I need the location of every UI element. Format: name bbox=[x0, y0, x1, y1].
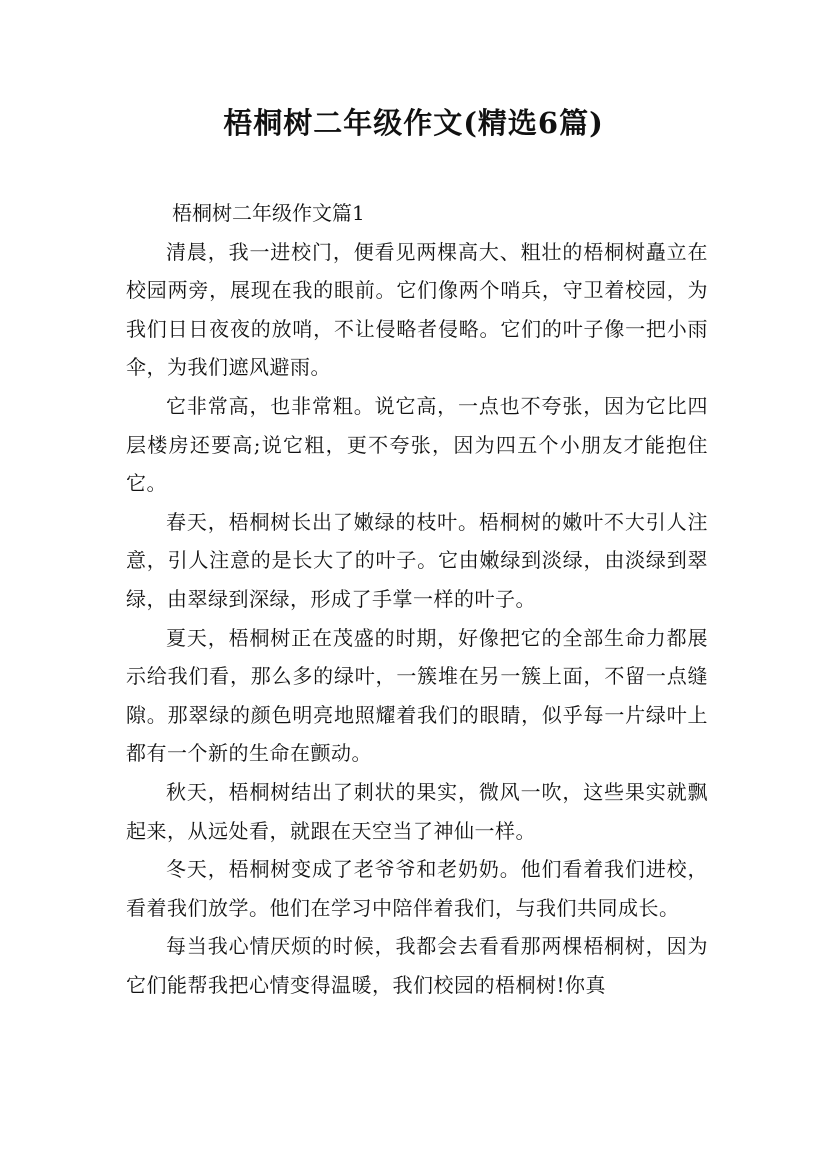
paragraph-6: 冬天，梧桐树变成了老爷爷和老奶奶。他们看着我们进校，看着我们放学。他们在学习中陪伴着我们，与我们共同成长。 bbox=[126, 857, 708, 920]
document-title: 梧桐树二年级作文(精选6篇) bbox=[223, 106, 604, 140]
document-body bbox=[126, 194, 708, 1004]
section-heading: 梧桐树二年级作文篇1 bbox=[172, 201, 365, 225]
paragraph-3: 春天，梧桐树长出了嫩绿的枝叶。梧桐树的嫩叶不大引人注意，引人注意的是长大了的叶子。它由嫩绿到淡绿，由淡绿到翠绿，由翠绿到深绿，形成了手掌一样的叶子。 bbox=[126, 509, 708, 611]
paragraph-2: 它非常高，也非常粗。说它高，一点也不夸张，因为它比四层楼房还要高;说它粗，更不夸张，因为四五个小朋友才能抱住它。 bbox=[126, 393, 708, 496]
paragraph-1: 清晨，我一进校门，便看见两棵高大、粗壮的梧桐树矗立在校园两旁，展现在我的眼前。它们像两个哨兵，守卫着校园，为我们日日夜夜的放哨，不让侵略者侵略。它们的叶子像一把小雨伞，为我们遮风避雨。 bbox=[126, 239, 708, 380]
paragraph-7: 每当我心情厌烦的时候，我都会去看看那两棵梧桐树，因为它们能帮我把心情变得温暖，我们校园的梧桐树!你真 bbox=[126, 934, 708, 997]
paragraph-5: 秋天，梧桐树结出了刺状的果实，微风一吹，这些果实就飘起来，从远处看，就跟在天空当了神仙一样。 bbox=[126, 779, 708, 843]
paragraph-4: 夏天，梧桐树正在茂盛的时期，好像把它的全部生命力都展示给我们看，那么多的绿叶，一簇堆在另一簇上面，不留一点缝隙。那翠绿的颜色明亮地照耀着我们的眼睛，似乎每一片绿叶上都有一个新的生命在颤动。 bbox=[126, 625, 708, 766]
